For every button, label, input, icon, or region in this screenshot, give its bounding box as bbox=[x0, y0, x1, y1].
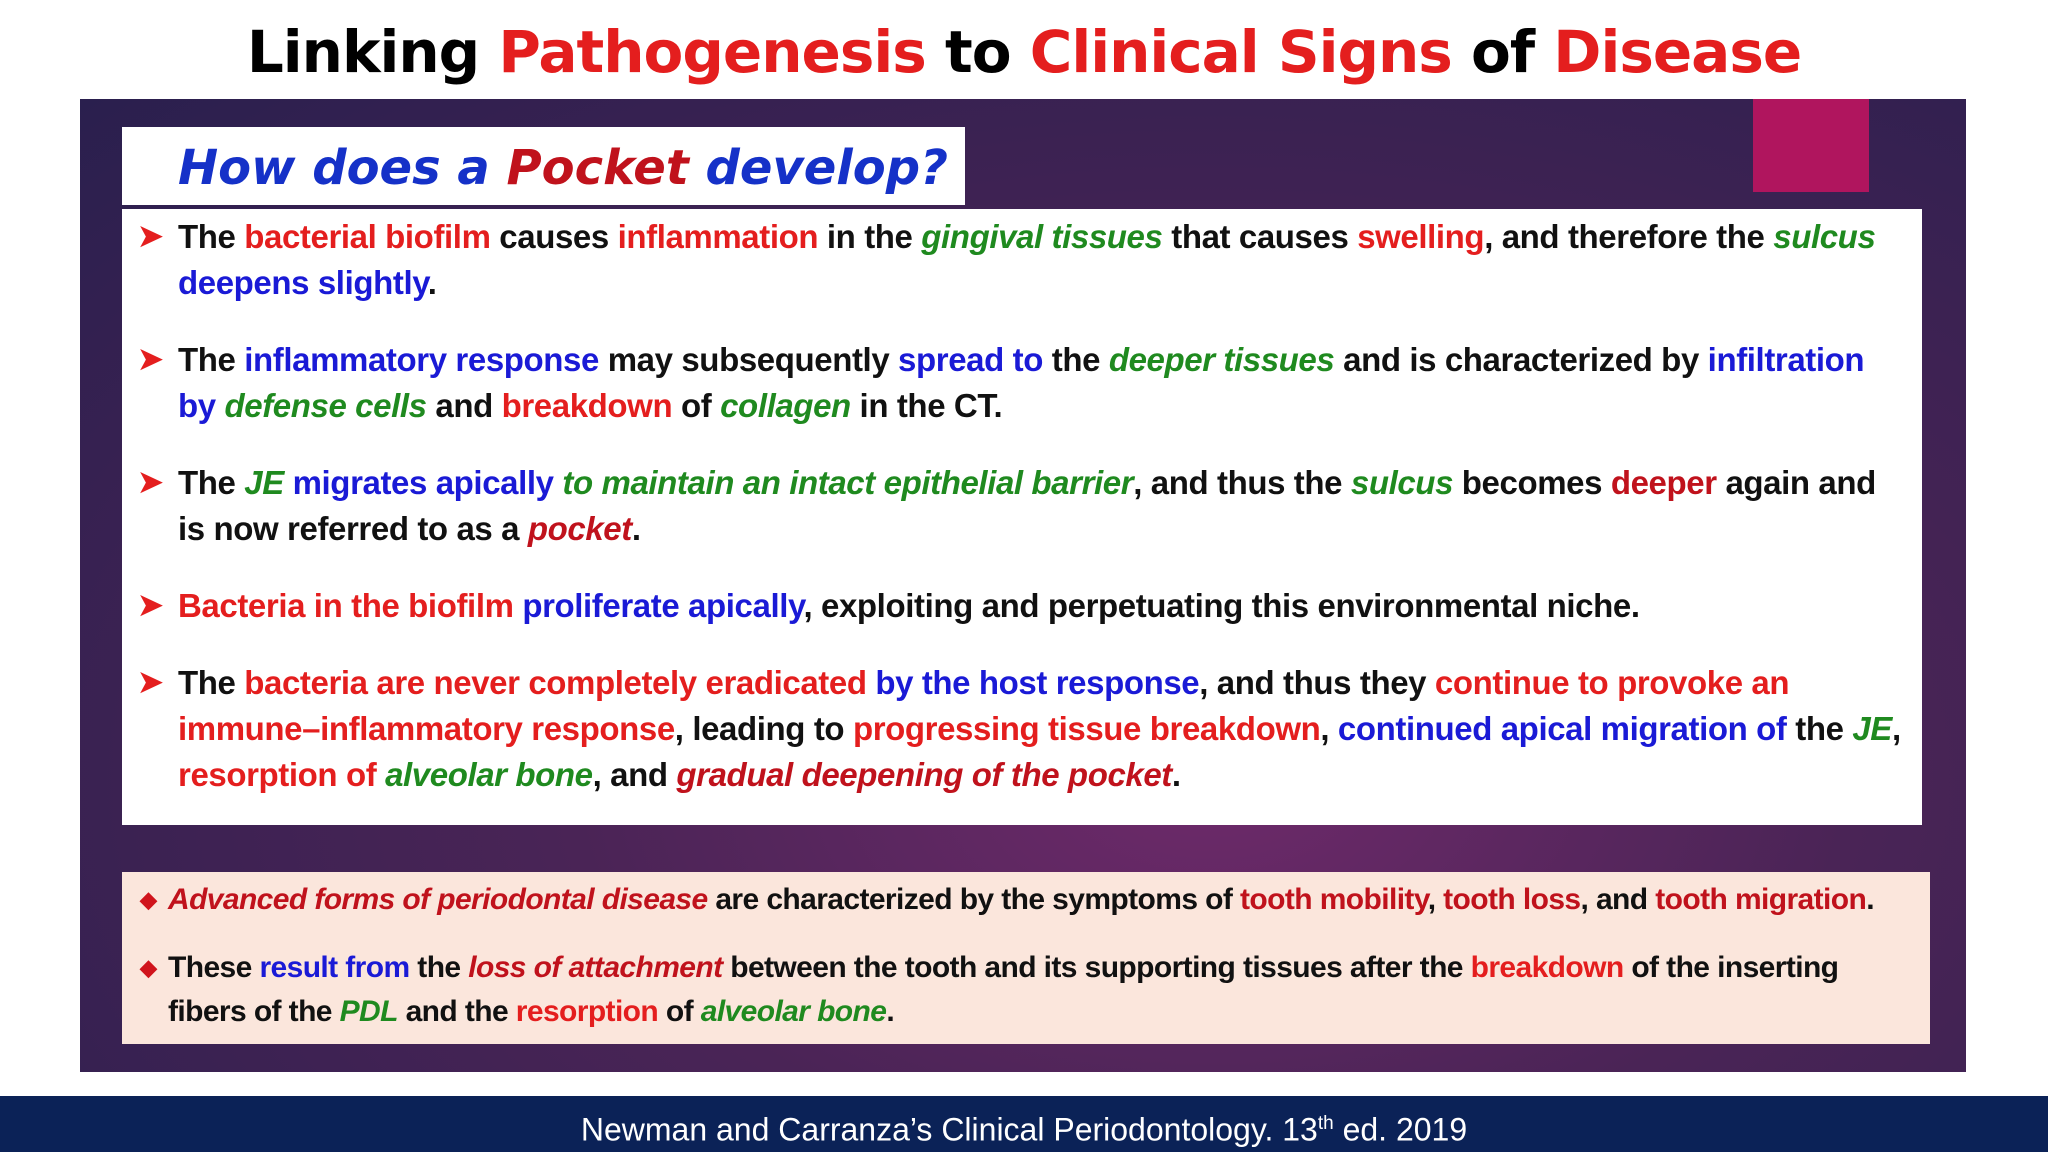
text-run: tooth migration bbox=[1655, 883, 1867, 916]
text-run: causes bbox=[490, 218, 618, 255]
bullet-item bbox=[138, 660, 1908, 798]
text-run: continued apical migration of bbox=[1337, 710, 1787, 747]
text-run: Linking bbox=[246, 18, 499, 86]
text-run: again and is now referred to as a bbox=[178, 464, 1876, 547]
text-run: , and bbox=[1580, 883, 1656, 916]
text-run: spread to bbox=[898, 341, 1043, 378]
text-run: JE bbox=[244, 464, 284, 501]
note-item bbox=[140, 878, 1920, 922]
text-run: , and thus they bbox=[1199, 664, 1435, 701]
text-run: the bbox=[1786, 710, 1853, 747]
text-run: , bbox=[1320, 710, 1338, 747]
text-run: sulcus bbox=[1350, 464, 1454, 501]
text-run: . bbox=[1171, 756, 1181, 793]
text-run: and is characterized by bbox=[1334, 341, 1708, 378]
text-run: These bbox=[168, 951, 260, 984]
text-run: the bbox=[1042, 341, 1109, 378]
note-text bbox=[168, 951, 1838, 1028]
text-run: to bbox=[925, 18, 1030, 86]
text-run: The bbox=[178, 218, 245, 255]
text-run: result from bbox=[259, 951, 410, 984]
text-run: gingival tissues bbox=[921, 218, 1163, 255]
text-run: deepens slightly bbox=[178, 264, 428, 301]
text-run: develop? bbox=[688, 140, 948, 196]
text-run: of bbox=[1451, 18, 1554, 86]
text-run: infiltration by bbox=[178, 341, 1865, 424]
text-run: resorption of bbox=[178, 756, 377, 793]
bullet-item bbox=[138, 460, 1908, 552]
slide-title bbox=[0, 12, 2048, 92]
text-run: alveolar bone bbox=[700, 995, 887, 1028]
text-run: Bacteria in the biofilm bbox=[178, 587, 514, 624]
text-run: How does a bbox=[178, 140, 507, 196]
bullet-item bbox=[138, 214, 1908, 306]
text-run: The bbox=[178, 464, 245, 501]
text-run bbox=[376, 756, 385, 793]
citation-superscript: th bbox=[1317, 1113, 1334, 1134]
accent-square bbox=[1753, 99, 1869, 192]
text-run: migrates apically bbox=[283, 464, 554, 501]
text-run: and bbox=[426, 387, 502, 424]
text-run: , leading to bbox=[674, 710, 853, 747]
bullet-item bbox=[138, 337, 1908, 429]
bullet-text bbox=[178, 341, 1864, 424]
text-run: gradual deepening of the pocket bbox=[676, 756, 1172, 793]
arrow-bullet-icon: ➤ bbox=[138, 220, 163, 253]
bullet-list bbox=[138, 214, 1908, 829]
text-run bbox=[216, 387, 225, 424]
text-run: defense cells bbox=[224, 387, 427, 424]
text-run: in the bbox=[818, 218, 922, 255]
text-run: to maintain an intact epithelial barrier bbox=[562, 464, 1134, 501]
text-run: pocket bbox=[527, 510, 632, 547]
text-run: tooth mobility bbox=[1240, 883, 1428, 916]
text-run: continue to provoke an immune–inflammatory response bbox=[178, 664, 1790, 747]
note-item bbox=[140, 946, 1920, 1034]
text-run: breakdown bbox=[501, 387, 673, 424]
text-run: Clinical Signs bbox=[1029, 18, 1452, 86]
citation-footer bbox=[0, 1096, 2048, 1152]
arrow-bullet-icon: ➤ bbox=[138, 343, 163, 376]
text-run: . bbox=[886, 995, 895, 1028]
text-run: swelling bbox=[1357, 218, 1485, 255]
text-run: progressing tissue breakdown bbox=[852, 710, 1321, 747]
text-run: of bbox=[658, 995, 701, 1028]
bullet-item bbox=[138, 583, 1908, 629]
bullet-text bbox=[178, 464, 1876, 547]
text-run: deeper tissues bbox=[1108, 341, 1335, 378]
text-run: proliferate apically bbox=[522, 587, 804, 624]
bullet-text bbox=[178, 664, 1901, 793]
text-run: between the tooth and its supporting tissues after the bbox=[722, 951, 1471, 984]
text-run: tooth loss bbox=[1443, 883, 1581, 916]
citation-text-end: ed. 2019 bbox=[1333, 1111, 1468, 1148]
note-text bbox=[168, 883, 1874, 916]
text-run: The bbox=[178, 341, 245, 378]
text-run: bacterial biofilm bbox=[244, 218, 491, 255]
text-run: inflammation bbox=[617, 218, 819, 255]
text-run: , and bbox=[592, 756, 677, 793]
citation-text: Newman and Carranza’s Clinical Periodontology. 13 bbox=[580, 1111, 1318, 1148]
text-run: . bbox=[631, 510, 641, 547]
text-run: of bbox=[672, 387, 721, 424]
arrow-bullet-icon: ➤ bbox=[138, 589, 163, 622]
text-run: of the inserting fibers of the bbox=[168, 951, 1839, 1028]
text-run: PDL bbox=[339, 995, 398, 1028]
text-run: deeper bbox=[1610, 464, 1717, 501]
text-run: the bbox=[409, 951, 469, 984]
text-run: loss of attachment bbox=[468, 951, 723, 984]
text-run: that causes bbox=[1162, 218, 1358, 255]
text-run: The bbox=[178, 664, 245, 701]
text-run: JE bbox=[1852, 710, 1892, 747]
text-run: Disease bbox=[1553, 18, 1802, 86]
bullet-text bbox=[178, 587, 1640, 624]
arrow-bullet-icon: ➤ bbox=[138, 466, 163, 499]
text-run: Pathogenesis bbox=[498, 18, 926, 86]
bullet-text bbox=[178, 218, 1875, 301]
text-run: inflammatory response bbox=[244, 341, 599, 378]
text-run: bacteria are never completely eradicated bbox=[244, 664, 867, 701]
arrow-bullet-icon: ➤ bbox=[138, 666, 163, 699]
text-run: , exploiting and perpetuating this environmental niche. bbox=[803, 587, 1640, 624]
text-run: sulcus bbox=[1773, 218, 1876, 255]
text-run: resorption bbox=[515, 995, 659, 1028]
text-run: breakdown bbox=[1470, 951, 1624, 984]
text-run: in the CT. bbox=[850, 387, 1003, 424]
text-run: are characterized by the symptoms of bbox=[707, 883, 1241, 916]
text-run: , bbox=[1891, 710, 1901, 747]
slide-subtitle bbox=[178, 133, 948, 203]
text-run: becomes bbox=[1453, 464, 1611, 501]
text-run: and the bbox=[397, 995, 516, 1028]
text-run: may subsequently bbox=[598, 341, 899, 378]
text-run: alveolar bone bbox=[385, 756, 593, 793]
text-run bbox=[514, 587, 523, 624]
text-run: by the host response bbox=[875, 664, 1200, 701]
text-run: . bbox=[427, 264, 437, 301]
text-run: , bbox=[1427, 883, 1444, 916]
text-run: . bbox=[1866, 883, 1874, 916]
text-run: Advanced forms of periodontal disease bbox=[168, 883, 708, 916]
text-run: Pocket bbox=[506, 140, 689, 196]
note-list bbox=[140, 878, 1920, 1058]
text-run: , and thus the bbox=[1133, 464, 1351, 501]
diamond-bullet-icon: ◆ bbox=[140, 887, 157, 912]
text-run: , and therefore the bbox=[1484, 218, 1774, 255]
text-run: collagen bbox=[720, 387, 851, 424]
diamond-bullet-icon: ◆ bbox=[140, 955, 157, 980]
